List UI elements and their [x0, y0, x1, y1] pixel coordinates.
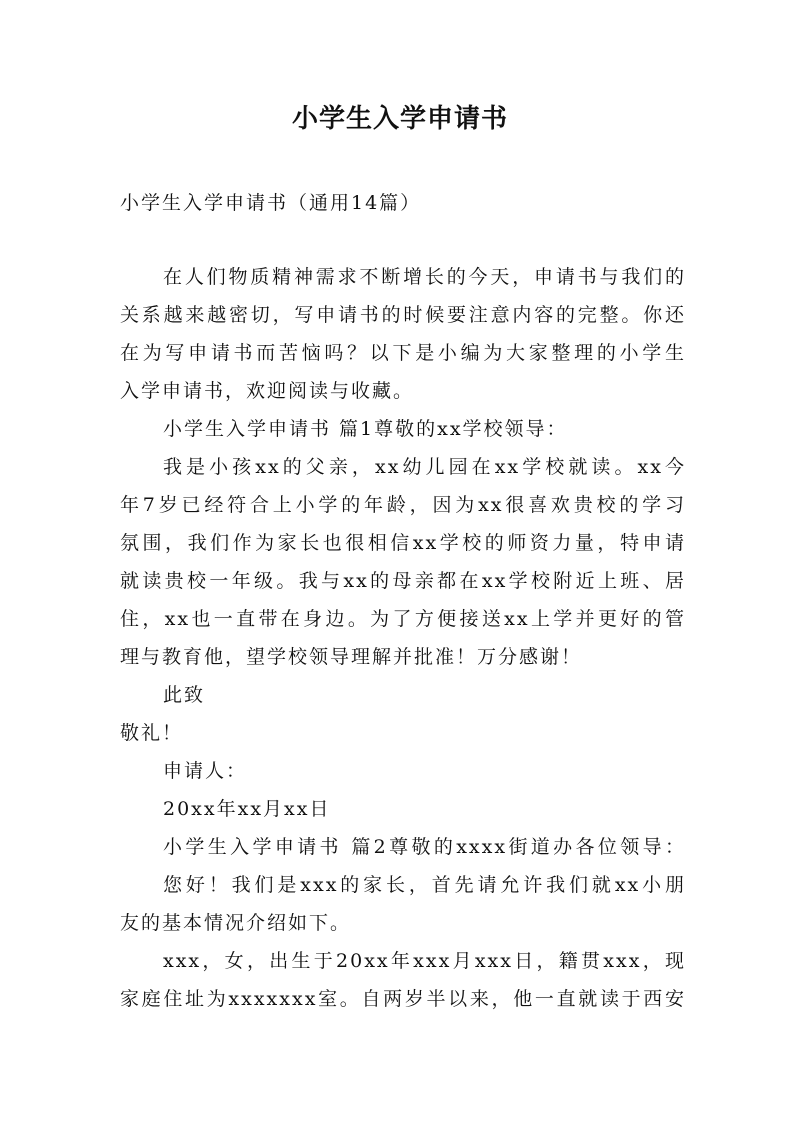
salutation-line: 敬礼！ [120, 722, 184, 744]
paragraph-line: xxx，女，出生于20xx年xxx月xxx日，籍贯xxx，现 [163, 950, 686, 972]
paragraph-line: 年7岁已经符合上小学的年龄，因为xx很喜欢贵校的学习 [120, 494, 686, 516]
paragraph-line: 住，xx也一直带在身边。为了方便接送xx上学并更好的管 [120, 608, 686, 630]
section-heading: 小学生入学申请书 篇1尊敬的xx学校领导： [163, 418, 568, 440]
applicant-label: 申请人： [163, 760, 248, 782]
paragraph-line: 在为写申请书而苦恼吗？以下是小编为大家整理的小学生 [120, 342, 686, 364]
paragraph-line: 入学申请书，欢迎阅读与收藏。 [120, 380, 415, 402]
page-title: 小学生入学申请书 [291, 104, 508, 134]
date-line: 20xx年xx月xx日 [163, 798, 331, 820]
document-subtitle: 小学生入学申请书（通用14篇） [120, 192, 422, 214]
paragraph-line: 氛围，我们作为家长也很相信xx学校的师资力量，特申请 [120, 532, 686, 554]
paragraph-line: 理与教育他，望学校领导理解并批准！万分感谢！ [120, 646, 583, 668]
section-heading: 小学生入学申请书 篇2尊敬的xxxx街道办各位领导： [163, 836, 686, 858]
paragraph-line: 我是小孩xx的父亲，xx幼儿园在xx学校就读。xx今 [163, 456, 686, 478]
paragraph-line: 您好！我们是xxx的家长，首先请允许我们就xx小朋 [163, 874, 686, 896]
paragraph-line: 友的基本情况介绍如下。 [120, 912, 352, 934]
paragraph-line: 关系越来越密切，写申请书的时候要注意内容的完整。你还 [120, 304, 686, 326]
closing-line: 此致 [163, 684, 206, 706]
paragraph-line: 在人们物质精神需求不断增长的今天，申请书与我们的 [163, 266, 686, 288]
paragraph-line: 家庭住址为xxxxxxx室。自两岁半以来，他一直就读于西安 [120, 988, 686, 1010]
paragraph-line: 就读贵校一年级。我与xx的母亲都在xx学校附近上班、居 [120, 570, 686, 592]
